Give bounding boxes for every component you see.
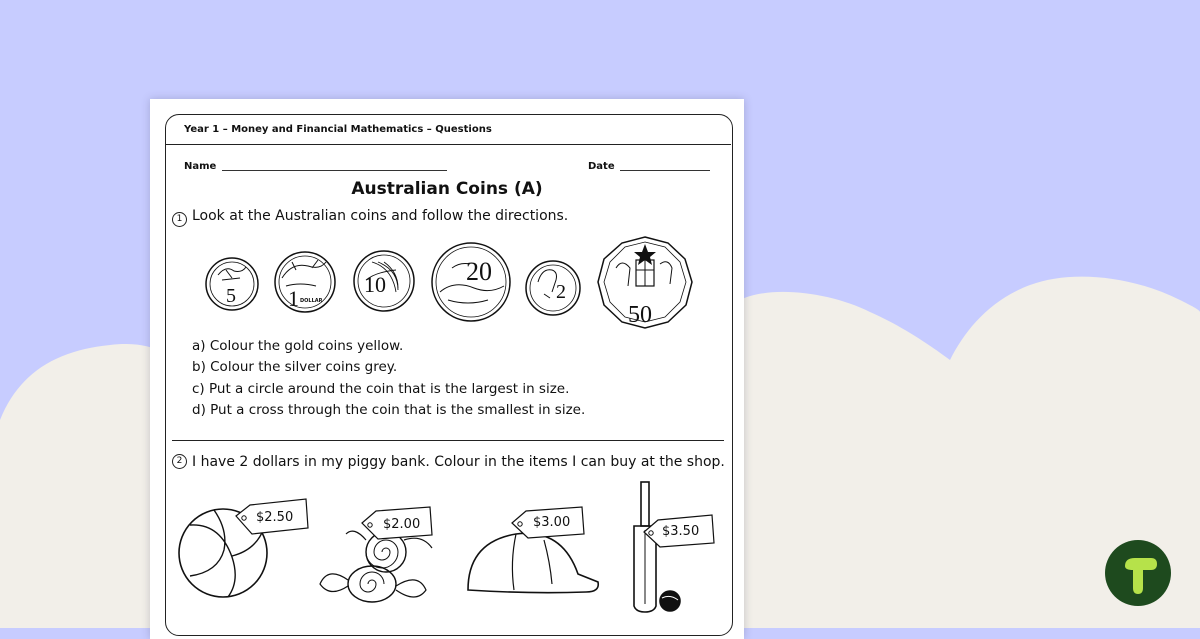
five-cent-value: 5	[226, 285, 236, 307]
direction-d: d) Put a cross through the coin that is the smallest in size.	[192, 402, 586, 418]
question-1-text: Look at the Australian coins and follow the directions.	[192, 208, 569, 224]
price-tag-lollies	[362, 507, 432, 539]
direction-b: b) Colour the silver coins grey.	[192, 359, 398, 375]
one-dollar-label: DOLLAR	[300, 298, 323, 304]
ten-cent-value: 10	[364, 272, 386, 297]
date-label: Date	[588, 161, 615, 172]
lollies[interactable]	[320, 531, 432, 602]
price-tag-cricket-bat	[644, 515, 714, 547]
question-1-number: 1	[172, 212, 187, 227]
question-2-number: 2	[172, 454, 187, 469]
price-tag-beach-ball	[236, 499, 308, 534]
price-lollies: $2.00	[383, 517, 421, 532]
price-cricket-bat: $3.50	[662, 524, 700, 539]
cap[interactable]	[468, 533, 598, 592]
twenty-cent-value: 20	[466, 257, 492, 286]
direction-a: a) Colour the gold coins yellow.	[192, 338, 404, 354]
question-2-text: I have 2 dollars in my piggy bank. Colour in the items I can buy at the shop.	[192, 454, 725, 470]
price-cap: $3.00	[533, 515, 571, 530]
worksheet-title: Australian Coins (A)	[351, 179, 543, 199]
two-dollar-value: 2	[556, 281, 566, 303]
price-tag-cap	[512, 507, 584, 538]
fifty-cent-value: 50	[628, 302, 652, 328]
teach-starter-logo[interactable]	[1105, 540, 1171, 606]
one-dollar-value: 1	[288, 286, 299, 311]
worksheet-subject: Year 1 – Money and Financial Mathematics – Questions	[184, 124, 492, 135]
name-label: Name	[184, 161, 217, 172]
cricket-bat[interactable]	[634, 482, 680, 612]
price-beach-ball: $2.50	[256, 510, 294, 525]
logo-mark-icon	[1105, 540, 1171, 606]
direction-c: c) Put a circle around the coin that is the largest in size.	[192, 381, 570, 397]
